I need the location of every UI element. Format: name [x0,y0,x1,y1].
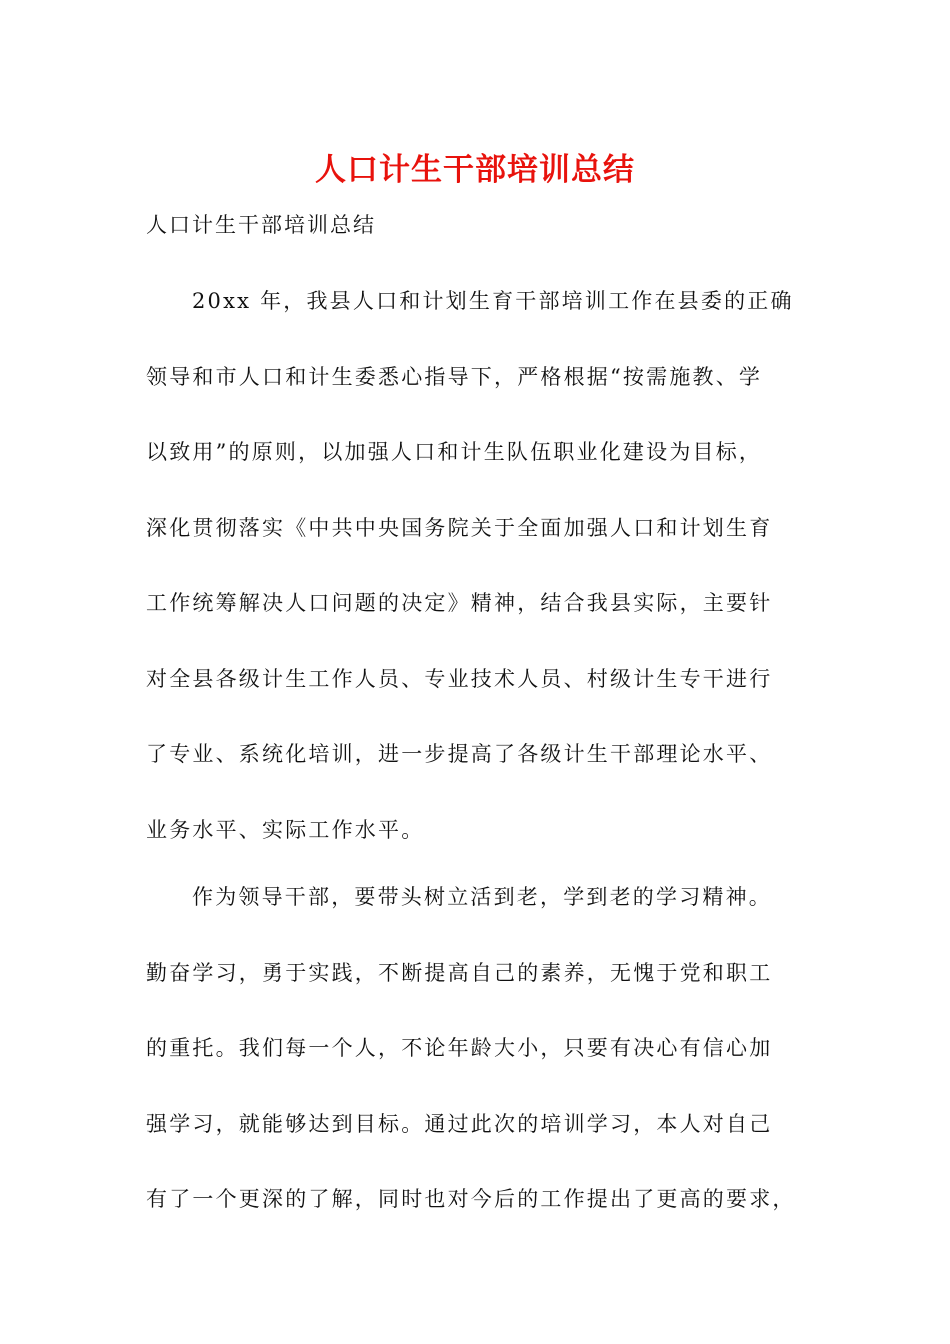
paragraph-line: 深化贯彻落实《中共中央国务院关于全面加强人口和计划生育 [146,515,773,540]
paragraph-line: 了专业、系统化培训，进一步提高了各级计生干部理论水平、 [146,742,773,766]
paragraph-line: 的重托。我们每一个人，不论年龄大小，只要有决心有信心加 [146,1036,773,1060]
document-subtitle: 人口计生干部培训总结 [146,213,376,237]
paragraph-line: 对全县各级计生工作人员、专业技术人员、村级计生专干进行 [146,666,773,691]
paragraph-line: 业务水平、实际工作水平。 [146,817,425,842]
paragraph-1 [146,283,806,887]
paragraph-line: 工作统筹解决人口问题的决定》精神，结合我县实际，主要针 [146,591,773,615]
paragraph-2 [146,879,806,1257]
paragraph-line: 强学习，就能够达到目标。通过此次的培训学习，本人对自己 [146,1111,773,1136]
document-title: 人口计生干部培训总结 [315,152,635,188]
paragraph-line: 作为领导干部，要带头树立活到老，学到老的学习精神。 [192,885,772,909]
paragraph-line: 勤奋学习，勇于实践，不断提高自己的素养，无愧于党和职工 [146,960,773,985]
paragraph-line: 领导和市人口和计生委悉心指导下，严格根据“按需施教、学 [146,364,763,389]
paragraph-line: 以致用”的原则，以加强人口和计生队伍职业化建设为目标， [146,440,763,464]
paragraph-line: 20xx 年，我县人口和计划生育干部培训工作在县委的正确 [192,289,794,313]
paragraph-line: 有了一个更深的了解，同时也对今后的工作提出了更高的要求， [146,1187,796,1211]
